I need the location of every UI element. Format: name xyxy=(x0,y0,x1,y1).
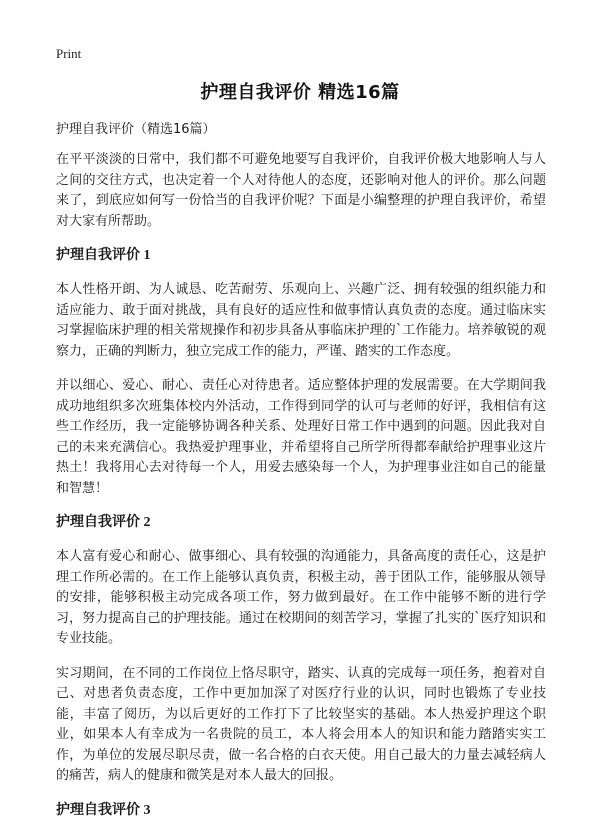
section-1 xyxy=(56,246,546,499)
section-paragraph: 本人富有爱心和耐心、做事细心、具有较强的沟通能力，具备高度的责任心，这是护理工作所必需的。在工作上能够认真负责，积极主动，善于团队工作，能够服从领导的安排，能够积极主动完成各项工作，努力做到最好。在工作中能够不断的进行学习，努力提高自己的护理技能。通过在校期间的刻苦学习，掌握了扎实的`医疗知识和专业技能。 xyxy=(56,549,546,646)
page-title: 护理自我评价 精选16篇 xyxy=(200,82,400,103)
print-link[interactable]: Print xyxy=(56,46,82,61)
section-paragraph: 实习期间，在不同的工作岗位上恪尽职守，踏实、认真的完成每一项任务，抱着对自己、对患者负责态度，工作中更加加深了对医疗行业的认识，同时也锻炼了专业技能，丰富了阅历，为以后更好的工作打下了比较坚实的基础。本人热爱护理这个职业，如果本人有幸成为一名贵院的员工，本人将会用本人的知识和能力踏踏实实工作，为单位的发展尽职尽责，做一名合格的白衣天使。用自己最大的力量去减轻病人的痛苦，病人的健康和微笑是对本人最大的回报。 xyxy=(56,665,546,783)
document-body xyxy=(56,120,546,835)
document-subtitle: 护理自我评价（精选16篇） xyxy=(56,122,216,137)
section-heading: 护理自我评价 1 xyxy=(56,248,151,263)
section-paragraph: 本人性格开朗、为人诚恳、吃苦耐劳、乐观向上、兴趣广泛、拥有较强的组织能力和适应能力、敢于面对挑战，具有良好的适应性和做事情认真负责的态度。通过临床实习掌握临床护理的相关常规操作和初步具备从事临床护理的`工作能力。培养敏锐的观察力，正确的判断力，独立完成工作的能力，严谨、踏实的工作态度。 xyxy=(56,282,546,359)
section-3 xyxy=(56,801,546,821)
intro-paragraph: 在平平淡淡的日常中，我们都不可避免地要写自我评价，自我评价极大地影响人与人之间的交往方式，也决定着一个人对待他人的态度，还影响对他人的评价。那么问题来了，到底应如何写一份恰当的自我评价呢？下面是小编整理的护理自我评价，希望对大家有所帮助。 xyxy=(56,152,546,229)
section-heading: 护理自我评价 3 xyxy=(56,802,151,818)
section-heading: 护理自我评价 2 xyxy=(56,515,151,530)
section-paragraph: 并以细心、爱心、耐心、责任心对待患者。适应整体护理的发展需要。在大学期间我成功地组织多次班集体校内外活动，工作得到同学的认可与老师的好评，我相信有这些工作经历，我一定能够协调各种关系、处理好日常工作中遇到的问题。因此我对自己的未来充满信心。我热爱护理事业，并希望将自己所学所得都奉献给护理事业这片热土！我将用心去对待每一个人，用爱去感染每一个人，为护理事业注如自己的能量和智慧！ xyxy=(56,378,546,496)
section-2 xyxy=(56,513,546,787)
